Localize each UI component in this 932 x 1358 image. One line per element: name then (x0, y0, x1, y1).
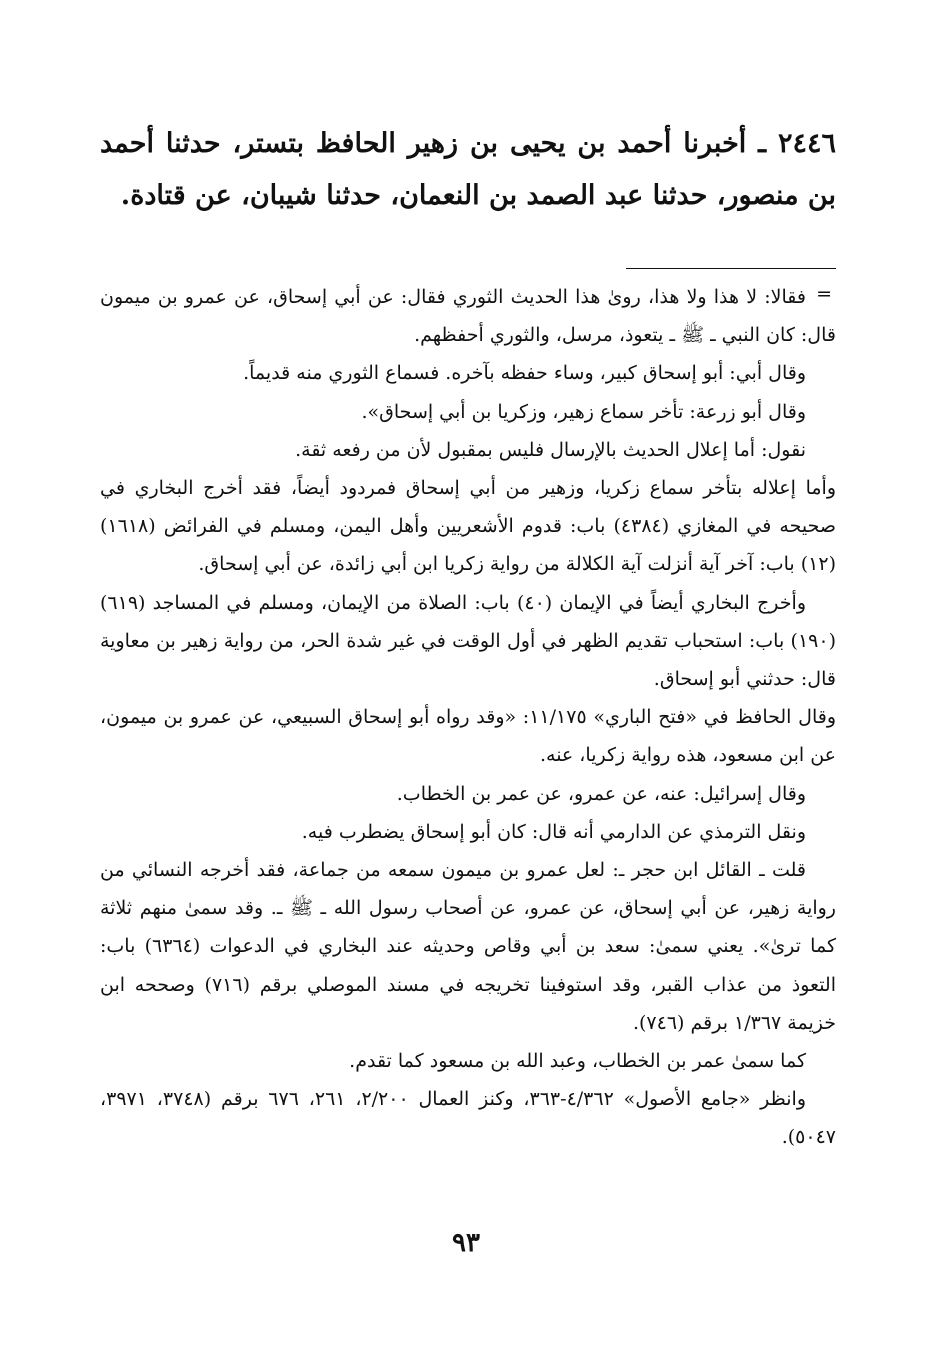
note-paragraph: وقال أبو زرعة: تأخر سماع زهير، وزكريا بن أبي إسحاق». (361, 400, 806, 423)
note-paragraph: وأخرج البخاري أيضاً في الإيمان (٤٠) باب: الصلاة من الإيمان، ومسلم في المساجد (٦١٩) (١٩٠) باب: استحباب تقديم الظهر في أول الوقت في غير شدة الحر، من رواية زهير بن معاوية قال: حدثني أبو إسحاق. (100, 591, 836, 691)
note-paragraph: وانظر «جامع الأصول» ٤/٣٦٢-٣٦٣، وكنز العمال ٢/٢٠٠، ٢٦١، ٦٧٦ برقم (٣٧٤٨، ٣٩٧١، ٥٠٤٧). (100, 1088, 836, 1149)
footnotes-block (100, 278, 836, 1157)
note-paragraph: وقال إسرائيل: عنه، عن عمرو، عن عمر بن الخطاب. (396, 782, 806, 805)
note-paragraph: قلت ـ القائل ابن حجر ـ: لعل عمرو بن ميمون سمعه من جماعة، فقد أخرجه النسائي من رواية زهير، عن أبي إسحاق، عن عمرو، عن أصحاب رسول الله ـ ﷺ ـ. وقد سمىٰ منهم ثلاثة كما ترىٰ». يعني سمىٰ: سعد بن أبي وقاص وحديثه عند البخاري في الدعوات (٦٣٦٤) باب: التعوذ من عذاب القبر، وقد استوفينا تخريجه في مسند الموصلي برقم (٧١٦) وصححه ابن خزيمة ١/٣٦٧ برقم (٧٤٦). (100, 859, 836, 1034)
note-paragraph: كما سمىٰ عمر بن الخطاب، وعبد الله بن مسعود كما تقدم. (349, 1050, 806, 1073)
hadith-text-block (100, 118, 836, 222)
page-number: ٩٣ (452, 1228, 480, 1258)
hadith-body: ـ أخبرنا أحمد بن يحيى بن زهير الحافظ بتستر، حدثنا أحمد بن منصور، حدثنا عبد الصمد بن النعمان، حدثنا شيبان، عن قتادة. (100, 128, 836, 211)
hadith-number: ٢٤٤٦ (777, 128, 836, 159)
continuation-mark: = (816, 283, 832, 305)
note-paragraph: نقول: أما إعلال الحديث بالإرسال فليس بمقبول لأن من رفعه ثقة. (295, 438, 806, 461)
footnote-separator (626, 268, 836, 269)
note-paragraph: فقالا: لا هذا ولا هذا، روىٰ هذا الحديث الثوري فقال: عن أبي إسحاق، عن عمرو بن ميمون قال: كان النبي ـ ﷺ ـ يتعوذ، مرسل، والثوري أحفظهم. (100, 286, 836, 347)
note-paragraph: وأما إعلاله بتأخر سماع زكريا، وزهير من أبي إسحاق فمردود أيضاً، فقد أخرج البخاري في صحيحه في المغازي (٤٣٨٤) باب: قدوم الأشعريين وأهل اليمن، ومسلم في الفرائض (١٦١٨) (١٢) باب: آخر آية أنزلت آية الكلالة من رواية زكريا ابن أبي زائدة، عن أبي إسحاق. (100, 477, 836, 576)
note-paragraph: وقال الحافظ في «فتح الباري» ١١/١٧٥: «وقد رواه أبو إسحاق السبيعي، عن عمرو بن ميمون، عن ابن مسعود، هذه رواية زكريا، عنه. (100, 706, 836, 767)
hadith-paragraph (100, 118, 836, 222)
note-paragraph: ونقل الترمذي عن الدارمي أنه قال: كان أبو إسحاق يضطرب فيه. (301, 820, 806, 843)
note-paragraph: وقال أبي: أبو إسحاق كبير، وساء حفظه بآخره. فسماع الثوري منه قديماً. (243, 362, 806, 385)
